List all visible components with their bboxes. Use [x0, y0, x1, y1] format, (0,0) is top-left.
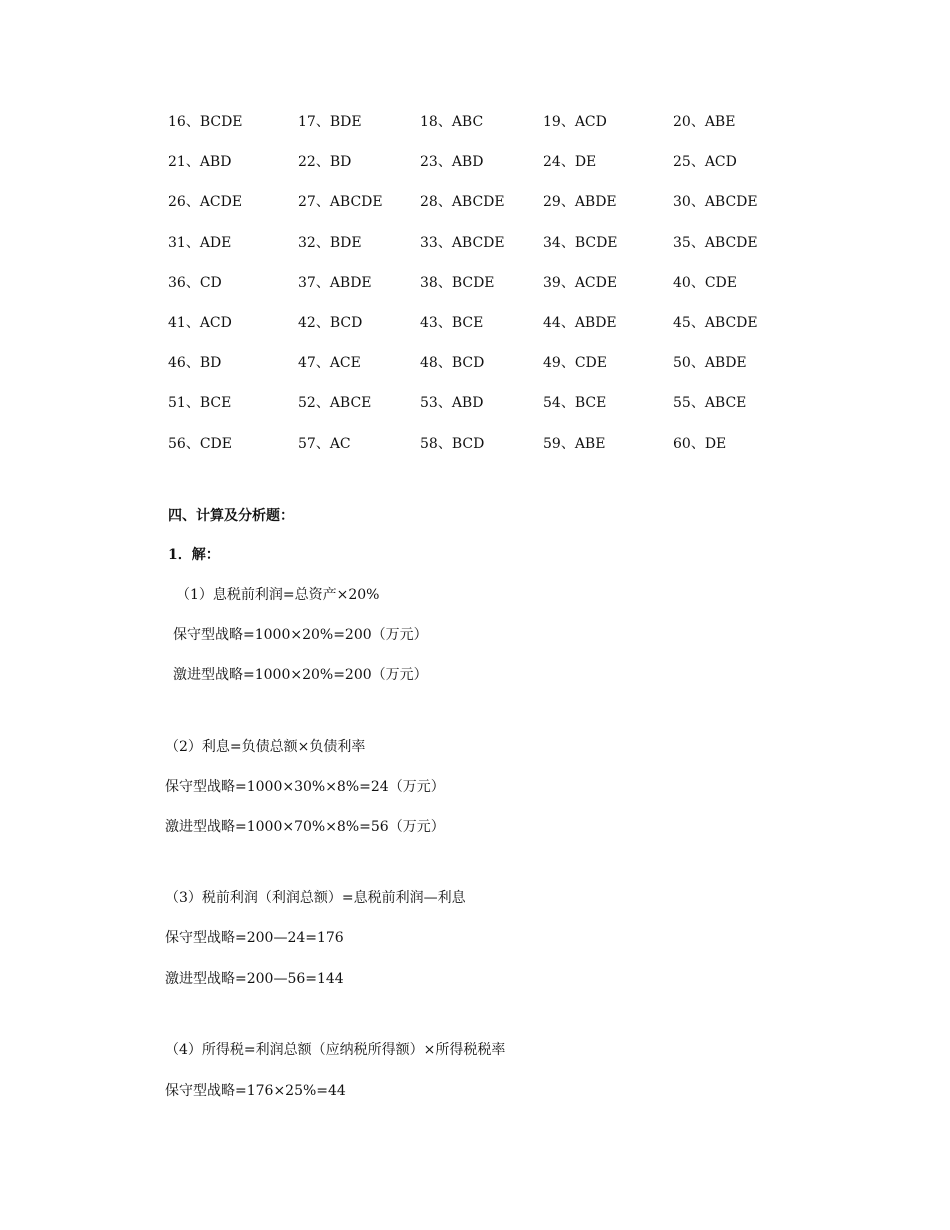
answer-row — [168, 192, 788, 232]
answer-item: 55、ABCE — [673, 395, 747, 412]
step-1-aggressive: 激进型战略=1000×20%=200（万元） — [173, 667, 428, 683]
answer-item: 25、ACD — [673, 154, 737, 171]
answer-grid — [168, 112, 788, 474]
answer-item: 51、BCE — [168, 395, 232, 412]
answer-item: 56、CDE — [168, 435, 232, 452]
answer-item: 26、ACDE — [168, 194, 243, 211]
answer-item: 30、ABCDE — [673, 194, 758, 211]
step-4-title: （4）所得税=利润总额（应纳税所得额）×所得税税率 — [165, 1042, 506, 1058]
answer-item: 34、BCDE — [543, 234, 618, 251]
answer-row — [168, 273, 788, 313]
answer-item: 33、ABCDE — [420, 234, 505, 251]
answer-row — [168, 233, 788, 273]
answer-item: 53、ABD — [420, 395, 484, 412]
answer-item: 43、BCE — [420, 314, 484, 331]
answer-item: 16、BCDE — [168, 114, 243, 130]
answer-row — [168, 112, 788, 152]
answer-item: 48、BCD — [420, 355, 485, 372]
answer-row — [168, 353, 788, 393]
step-1-title: （1）息税前利润=总资产×20% — [176, 587, 380, 603]
step-4-conservative: 保守型战略=176×25%=44 — [165, 1083, 346, 1099]
answer-item: 24、DE — [543, 154, 597, 171]
answer-item: 36、CD — [168, 274, 222, 291]
answer-item: 40、CDE — [673, 274, 737, 291]
answer-item: 60、DE — [673, 435, 727, 452]
answer-item: 32、BDE — [298, 234, 362, 251]
answer-item: 52、ABCE — [298, 395, 372, 412]
answer-item: 42、BCD — [298, 314, 363, 331]
answer-item: 37、ABDE — [298, 274, 372, 291]
answer-item: 54、BCE — [543, 395, 607, 412]
answer-item: 17、BDE — [298, 114, 362, 130]
step-3-conservative: 保守型战略=200—24=176 — [165, 930, 344, 946]
answer-item: 41、ACD — [168, 314, 232, 331]
answer-row — [168, 434, 788, 474]
step-2-title: （2）利息=负债总额×负债利率 — [165, 739, 366, 755]
answer-item: 21、ABD — [168, 154, 232, 171]
step-2-aggressive: 激进型战略=1000×70%×8%=56（万元） — [165, 819, 445, 835]
answer-item: 31、ADE — [168, 234, 232, 251]
answer-row — [168, 152, 788, 192]
answer-item: 28、ABCDE — [420, 194, 505, 211]
step-2-conservative: 保守型战略=1000×30%×8%=24（万元） — [165, 779, 445, 795]
answer-item: 38、BCDE — [420, 274, 495, 291]
answer-item: 47、ACE — [298, 355, 361, 372]
problem-label: 1．解： — [168, 547, 220, 563]
step-1-conservative: 保守型战略=1000×20%=200（万元） — [173, 627, 428, 643]
answer-item: 20、ABE — [673, 114, 736, 130]
answer-item: 22、BD — [298, 154, 352, 171]
step-3-aggressive: 激进型战略=200—56=144 — [165, 971, 344, 987]
answer-row — [168, 393, 788, 433]
answer-item: 46、BD — [168, 355, 222, 372]
answer-item: 27、ABCDE — [298, 194, 383, 211]
section-title: 四、计算及分析题： — [168, 508, 294, 524]
answer-item: 39、ACDE — [543, 274, 618, 291]
answer-item: 45、ABCDE — [673, 314, 758, 331]
step-3-title: （3）税前利润（利润总额）=息税前利润—利息 — [165, 890, 466, 906]
answer-item: 23、ABD — [420, 154, 484, 171]
answer-item: 29、ABDE — [543, 194, 617, 211]
answer-item: 50、ABDE — [673, 355, 747, 372]
answer-row — [168, 313, 788, 353]
answer-item: 57、AC — [298, 435, 351, 452]
answer-item: 44、ABDE — [543, 314, 617, 331]
answer-item: 58、BCD — [420, 435, 485, 452]
answer-item: 18、ABC — [420, 114, 484, 130]
answer-item: 35、ABCDE — [673, 234, 758, 251]
answer-item: 59、ABE — [543, 435, 606, 452]
answer-item: 49、CDE — [543, 355, 607, 372]
answer-item: 19、ACD — [543, 114, 607, 130]
